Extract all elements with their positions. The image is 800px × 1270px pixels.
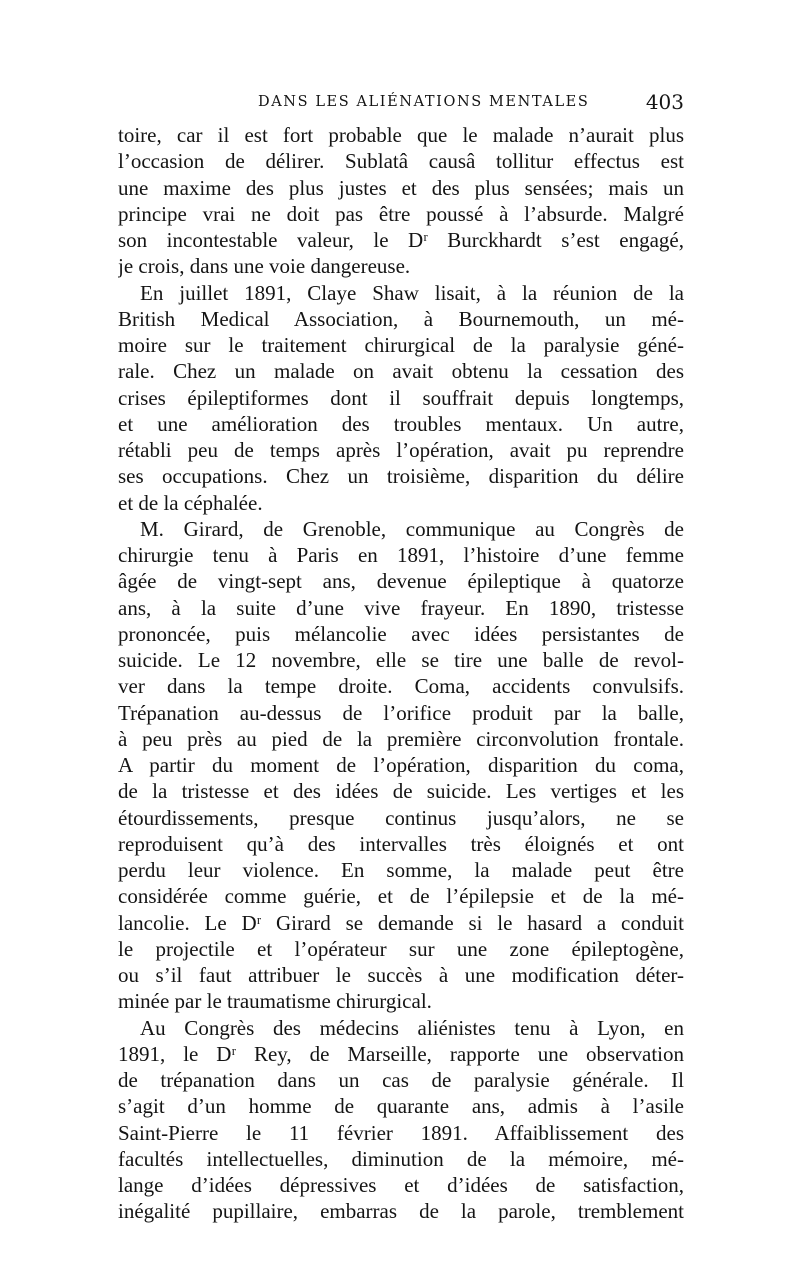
text-line: ver dans la tempe droite. Coma, accidents convulsifs. xyxy=(118,674,684,699)
text-line: suicide. Le 12 novembre, elle se tire une balle de revol- xyxy=(118,648,684,672)
text-line: ou s’il faut attribuer le succès à une modification déter- xyxy=(118,963,684,987)
text-line: En juillet 1891, Claye Shaw lisait, à la réunion de la xyxy=(140,280,684,305)
text-line: et une amélioration des troubles mentaux. Un autre, xyxy=(118,411,684,436)
text-line: à peu près au pied de la première circonvolution frontale. xyxy=(118,726,684,751)
text-line: moire sur le traitement chirurgical de la paralysie géné- xyxy=(118,333,684,357)
text-line: 1891, le Dʳ Rey, de Marseille, rapporte une observation xyxy=(118,1041,684,1066)
running-header xyxy=(118,92,684,116)
text-line: Saint-Pierre le 11 février 1891. Affaiblissement des xyxy=(118,1120,684,1145)
text-line: ans, à la suite d’une vive frayeur. En 1890, tristesse xyxy=(118,595,684,620)
text-line: inégalité pupillaire, embarras de la parole, tremblement xyxy=(118,1199,684,1224)
text-line: rétabli peu de temps après l’opération, avait pu reprendre xyxy=(118,438,684,462)
text-line: s’agit d’un homme de quarante ans, admis à l’asile xyxy=(118,1094,684,1119)
text-line: de la tristesse et des idées de suicide. Les vertiges et les xyxy=(118,779,684,804)
text-line: minée par le traumatisme chirurgical. xyxy=(118,989,432,1014)
text-line: M. Girard, de Grenoble, communique au Congrès de xyxy=(140,516,684,541)
text-line: une maxime des plus justes et des plus sensées; mais un xyxy=(118,175,684,200)
text-line: reproduisent qu’à des intervalles très éloignés et ont xyxy=(118,831,684,856)
text-line: je crois, dans une voie dangereuse. xyxy=(118,254,411,279)
text-line: et de la céphalée. xyxy=(118,490,263,515)
text-line: étourdissements, presque continus jusqu’alors, ne se xyxy=(118,805,684,830)
text-line: toire, car il est fort probable que le malade n’aurait plus xyxy=(118,123,684,147)
body-text xyxy=(118,122,684,1225)
text-line: son incontestable valeur, le Dʳ Burckhardt s’est engagé, xyxy=(118,228,684,252)
text-line: A partir du moment de l’opération, disparition du coma, xyxy=(118,753,684,777)
running-title: DANS LES ALIÉNATIONS MENTALES xyxy=(258,94,590,110)
text-line: Trépanation au-dessus de l’orifice produit par la balle, xyxy=(118,700,684,725)
text-line: facultés intellectuelles, diminution de la mémoire, mé- xyxy=(118,1146,684,1171)
text-line: âgée de vingt-sept ans, devenue épileptique à quatorze xyxy=(118,569,684,594)
text-line: le projectile et l’opérateur sur une zone épileptogène, xyxy=(118,936,684,961)
text-line: chirurgie tenu à Paris en 1891, l’histoire d’une femme xyxy=(118,543,684,567)
text-line: principe vrai ne doit pas être poussé à l’absurde. Malgré xyxy=(118,201,684,226)
text-line: British Medical Association, à Bournemouth, un mé- xyxy=(118,306,684,331)
text-line: prononcée, puis mélancolie avec idées persistantes de xyxy=(118,621,684,646)
text-line: considérée comme guérie, et de l’épilepsie et de la mé- xyxy=(118,884,684,909)
text-line: lange d’idées dépressives et d’idées de satisfaction, xyxy=(118,1173,684,1197)
text-line: ses occupations. Chez un troisième, disparition du délire xyxy=(118,464,684,489)
text-line: rale. Chez un malade on avait obtenu la cessation des xyxy=(118,359,684,384)
text-line: lancolie. Le Dʳ Girard se demande si le hasard a conduit xyxy=(118,910,684,935)
text-line: l’occasion de délirer. Sublatâ causâ tollitur effectus est xyxy=(118,149,684,174)
text-line: perdu leur violence. En somme, la malade peut être xyxy=(118,858,684,882)
page-number: 403 xyxy=(645,90,684,114)
text-line: Au Congrès des médecins aliénistes tenu à Lyon, en xyxy=(140,1015,684,1040)
text-line: de trépanation dans un cas de paralysie générale. Il xyxy=(118,1068,684,1092)
text-line: crises épileptiformes dont il souffrait depuis longtemps, xyxy=(118,385,684,410)
